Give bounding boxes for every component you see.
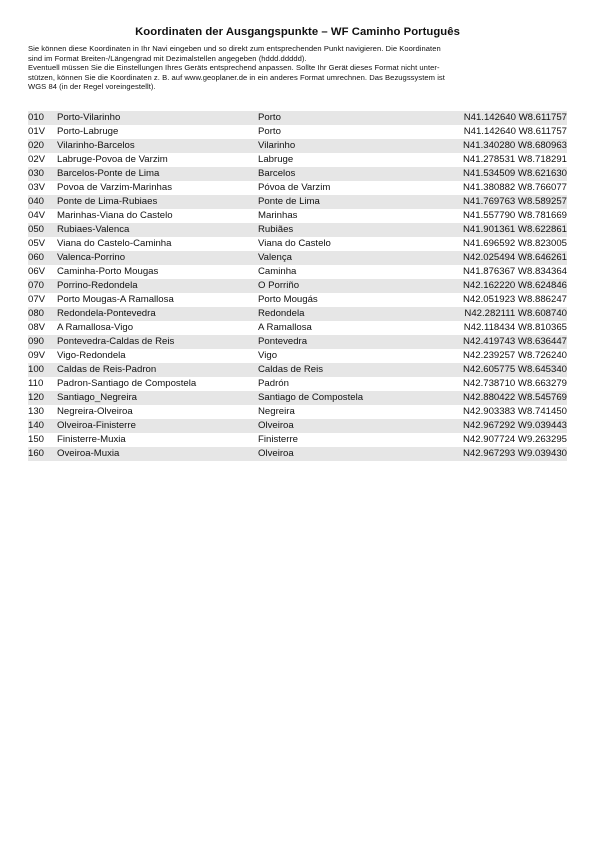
start-place-cell: Vigo — [258, 350, 278, 361]
table-row — [28, 335, 567, 349]
stage-code-cell: 100 — [28, 363, 57, 377]
coordinates-cell: N41.534509 W8.621630 — [442, 167, 567, 181]
coordinates-cell: N41.278531 W8.718291 — [462, 154, 567, 165]
table-row — [28, 321, 567, 335]
stage-code-cell: 05V — [28, 238, 46, 249]
route-cell: Povoa de Varzim-Marinhas — [57, 182, 172, 193]
table-row — [28, 363, 567, 377]
table-row — [28, 405, 567, 419]
stage-code-cell: 110 — [28, 378, 44, 389]
table-row — [28, 293, 567, 307]
route-cell: Rubiaes-Valenca — [57, 223, 258, 237]
coordinates-cell: N41.696592 W8.823005 — [462, 238, 567, 249]
start-place-cell: Finisterre — [258, 434, 298, 445]
coordinates-cell: N42.967292 W9.039443 — [442, 419, 567, 433]
route-cell: Negreira-Olveiroa — [57, 406, 133, 417]
coordinates-table-body — [28, 111, 567, 461]
table-row — [28, 181, 567, 195]
table-row — [28, 349, 567, 363]
table-row — [28, 419, 567, 433]
coordinates-cell: N41.557790 W8.781669 — [462, 210, 567, 221]
start-place-cell: O Porriño — [258, 279, 442, 293]
route-cell: Oveiroa-Muxia — [57, 447, 258, 461]
table-row — [28, 279, 567, 293]
start-place-cell: Caminha — [258, 266, 297, 277]
route-cell: Vilarinho-Barcelos — [57, 139, 258, 153]
table-row — [28, 265, 567, 279]
coordinates-cell: N42.118434 W8.810365 — [463, 322, 567, 333]
table-row — [28, 307, 567, 321]
route-cell: Labruge-Povoa de Varzim — [57, 154, 168, 165]
coordinates-cell: N42.282111 W8.608740 — [442, 307, 567, 321]
stage-code-cell: 060 — [28, 251, 57, 265]
coordinates-cell: N42.738710 W8.663279 — [462, 378, 567, 389]
start-place-cell: Padrón — [258, 378, 289, 389]
start-place-cell: Olveiroa — [258, 447, 442, 461]
start-place-cell: Porto Mougás — [258, 294, 318, 305]
intro-line: sind im Format Breiten-/Längengrad mit Dezimalstellen angegeben (hddd.ddddd). — [28, 53, 307, 63]
table-row — [28, 125, 567, 139]
start-place-cell: Porto — [258, 126, 281, 137]
start-place-cell: Redondela — [258, 307, 442, 321]
stage-code-cell: 03V — [28, 182, 46, 193]
stage-code-cell: 090 — [28, 335, 57, 349]
stage-code-cell: 06V — [28, 266, 46, 277]
route-cell: Redondela-Pontevedra — [57, 307, 258, 321]
table-row — [28, 153, 567, 167]
start-place-cell: Labruge — [258, 154, 294, 165]
route-cell: Pontevedra-Caldas de Reis — [57, 335, 258, 349]
stage-code-cell: 120 — [28, 391, 57, 405]
route-cell: Barcelos-Ponte de Lima — [57, 167, 258, 181]
start-place-cell: Vilarinho — [258, 139, 442, 153]
table-row — [28, 223, 567, 237]
stage-code-cell: 09V — [28, 350, 46, 361]
stage-code-cell: 07V — [28, 294, 46, 305]
stage-code-cell: 070 — [28, 279, 57, 293]
start-place-cell: Negreira — [258, 406, 295, 417]
coordinates-cell: N41.769763 W8.589257 — [442, 195, 567, 209]
table-row — [28, 209, 567, 223]
coordinates-cell: N42.605775 W8.645340 — [442, 363, 567, 377]
coordinates-cell: N42.162220 W8.624846 — [442, 279, 567, 293]
table-row — [28, 139, 567, 153]
coordinates-cell: N42.025494 W8.646261 — [442, 251, 567, 265]
table-row — [28, 433, 567, 447]
stage-code-cell: 01V — [28, 126, 46, 137]
table-row — [28, 391, 567, 405]
coordinates-cell: N41.142640 W8.611757 — [463, 126, 567, 137]
route-cell: Caldas de Reis-Padron — [57, 363, 258, 377]
stage-code-cell: 030 — [28, 167, 57, 181]
table-row — [28, 195, 567, 209]
coordinates-table — [28, 111, 567, 461]
start-place-cell: Ponte de Lima — [258, 195, 442, 209]
start-place-cell: Santiago de Compostela — [258, 391, 442, 405]
route-cell: Marinhas-Viana do Castelo — [57, 210, 173, 221]
coordinates-cell: N41.380882 W8.766077 — [462, 182, 567, 193]
table-row — [28, 251, 567, 265]
coordinates-cell: N41.340280 W8.680963 — [442, 139, 567, 153]
coordinates-cell: N42.880422 W8.545769 — [442, 391, 567, 405]
stage-code-cell: 08V — [28, 322, 46, 333]
start-place-cell: Caldas de Reis — [258, 363, 442, 377]
coordinates-cell: N42.967293 W9.039430 — [442, 447, 567, 461]
start-place-cell: Olveiroa — [258, 419, 442, 433]
table-row — [28, 111, 567, 125]
stage-code-cell: 02V — [28, 154, 46, 165]
stage-code-cell: 050 — [28, 223, 57, 237]
stage-code-cell: 020 — [28, 139, 57, 153]
route-cell: Porrino-Redondela — [57, 279, 258, 293]
route-cell: Viana do Castelo-Caminha — [57, 238, 172, 249]
route-cell: Valenca-Porrino — [57, 251, 258, 265]
route-cell: Olveiroa-Finisterre — [57, 419, 258, 433]
coordinates-cell: N42.903383 W8.741450 — [462, 406, 567, 417]
stage-code-cell: 040 — [28, 195, 57, 209]
start-place-cell: Marinhas — [258, 210, 298, 221]
route-cell: Finisterre-Muxia — [57, 434, 126, 445]
stage-code-cell: 140 — [28, 419, 57, 433]
start-place-cell: Rubiães — [258, 223, 442, 237]
start-place-cell: A Ramallosa — [258, 322, 312, 333]
intro-line: Sie können diese Koordinaten in Ihr Navi eingeben und so direkt zum entsprechenden Punkt navigieren. Die Koordinaten — [28, 44, 441, 53]
coordinates-cell: N42.051923 W8.886247 — [462, 294, 567, 305]
table-row — [28, 167, 567, 181]
start-place-cell: Porto — [258, 111, 442, 125]
table-row — [28, 447, 567, 461]
coordinates-cell: N41.142640 W8.611757 — [442, 111, 567, 125]
table-row — [28, 237, 567, 251]
stage-code-cell: 150 — [28, 434, 45, 445]
intro-line: stützen, können Sie die Koordinaten z. B. auf www.geoplaner.de in ein anderes Format umrechnen. Das Bezugssystem ist — [28, 72, 445, 82]
page-title: Koordinaten der Ausgangspunkte – WF Caminho Português — [135, 26, 460, 38]
coordinates-cell: N42.239257 W8.726240 — [462, 350, 567, 361]
stage-code-cell: 080 — [28, 307, 57, 321]
coordinates-cell: N41.901361 W8.622861 — [442, 223, 567, 237]
route-cell: Vigo-Redondela — [57, 350, 126, 361]
stage-code-cell: 160 — [28, 447, 57, 461]
intro-line: WGS 84 (in der Regel voreingestellt). — [28, 82, 156, 92]
start-place-cell: Póvoa de Varzim — [258, 182, 331, 193]
route-cell: Ponte de Lima-Rubiaes — [57, 195, 258, 209]
route-cell: A Ramallosa-Vigo — [57, 322, 134, 333]
stage-code-cell: 130 — [28, 406, 45, 417]
start-place-cell: Barcelos — [258, 167, 442, 181]
route-cell: Porto-Labruge — [57, 126, 119, 137]
intro-line: Eventuell müssen Sie die Einstellungen Ihres Geräts entsprechend anpassen. Sollte Ihr Gerät dieses Format nicht unter- — [28, 63, 440, 73]
stage-code-cell: 04V — [28, 210, 46, 221]
start-place-cell: Pontevedra — [258, 335, 442, 349]
coordinates-cell: N42.907724 W9.263295 — [462, 434, 567, 445]
stage-code-cell: 010 — [28, 111, 57, 125]
start-place-cell: Valença — [258, 251, 442, 265]
route-cell: Porto-Vilarinho — [57, 111, 258, 125]
intro-text — [28, 44, 573, 92]
coordinates-cell: N42.419743 W8.636447 — [442, 335, 567, 349]
route-cell: Padron-Santiago de Compostela — [57, 378, 197, 389]
table-row — [28, 377, 567, 391]
start-place-cell: Viana do Castelo — [258, 238, 331, 249]
coordinates-cell: N41.876367 W8.834364 — [462, 266, 567, 277]
route-cell: Santiago_Negreira — [57, 391, 258, 405]
route-cell: Porto Mougas-A Ramallosa — [57, 294, 174, 305]
route-cell: Caminha-Porto Mougas — [57, 266, 159, 277]
